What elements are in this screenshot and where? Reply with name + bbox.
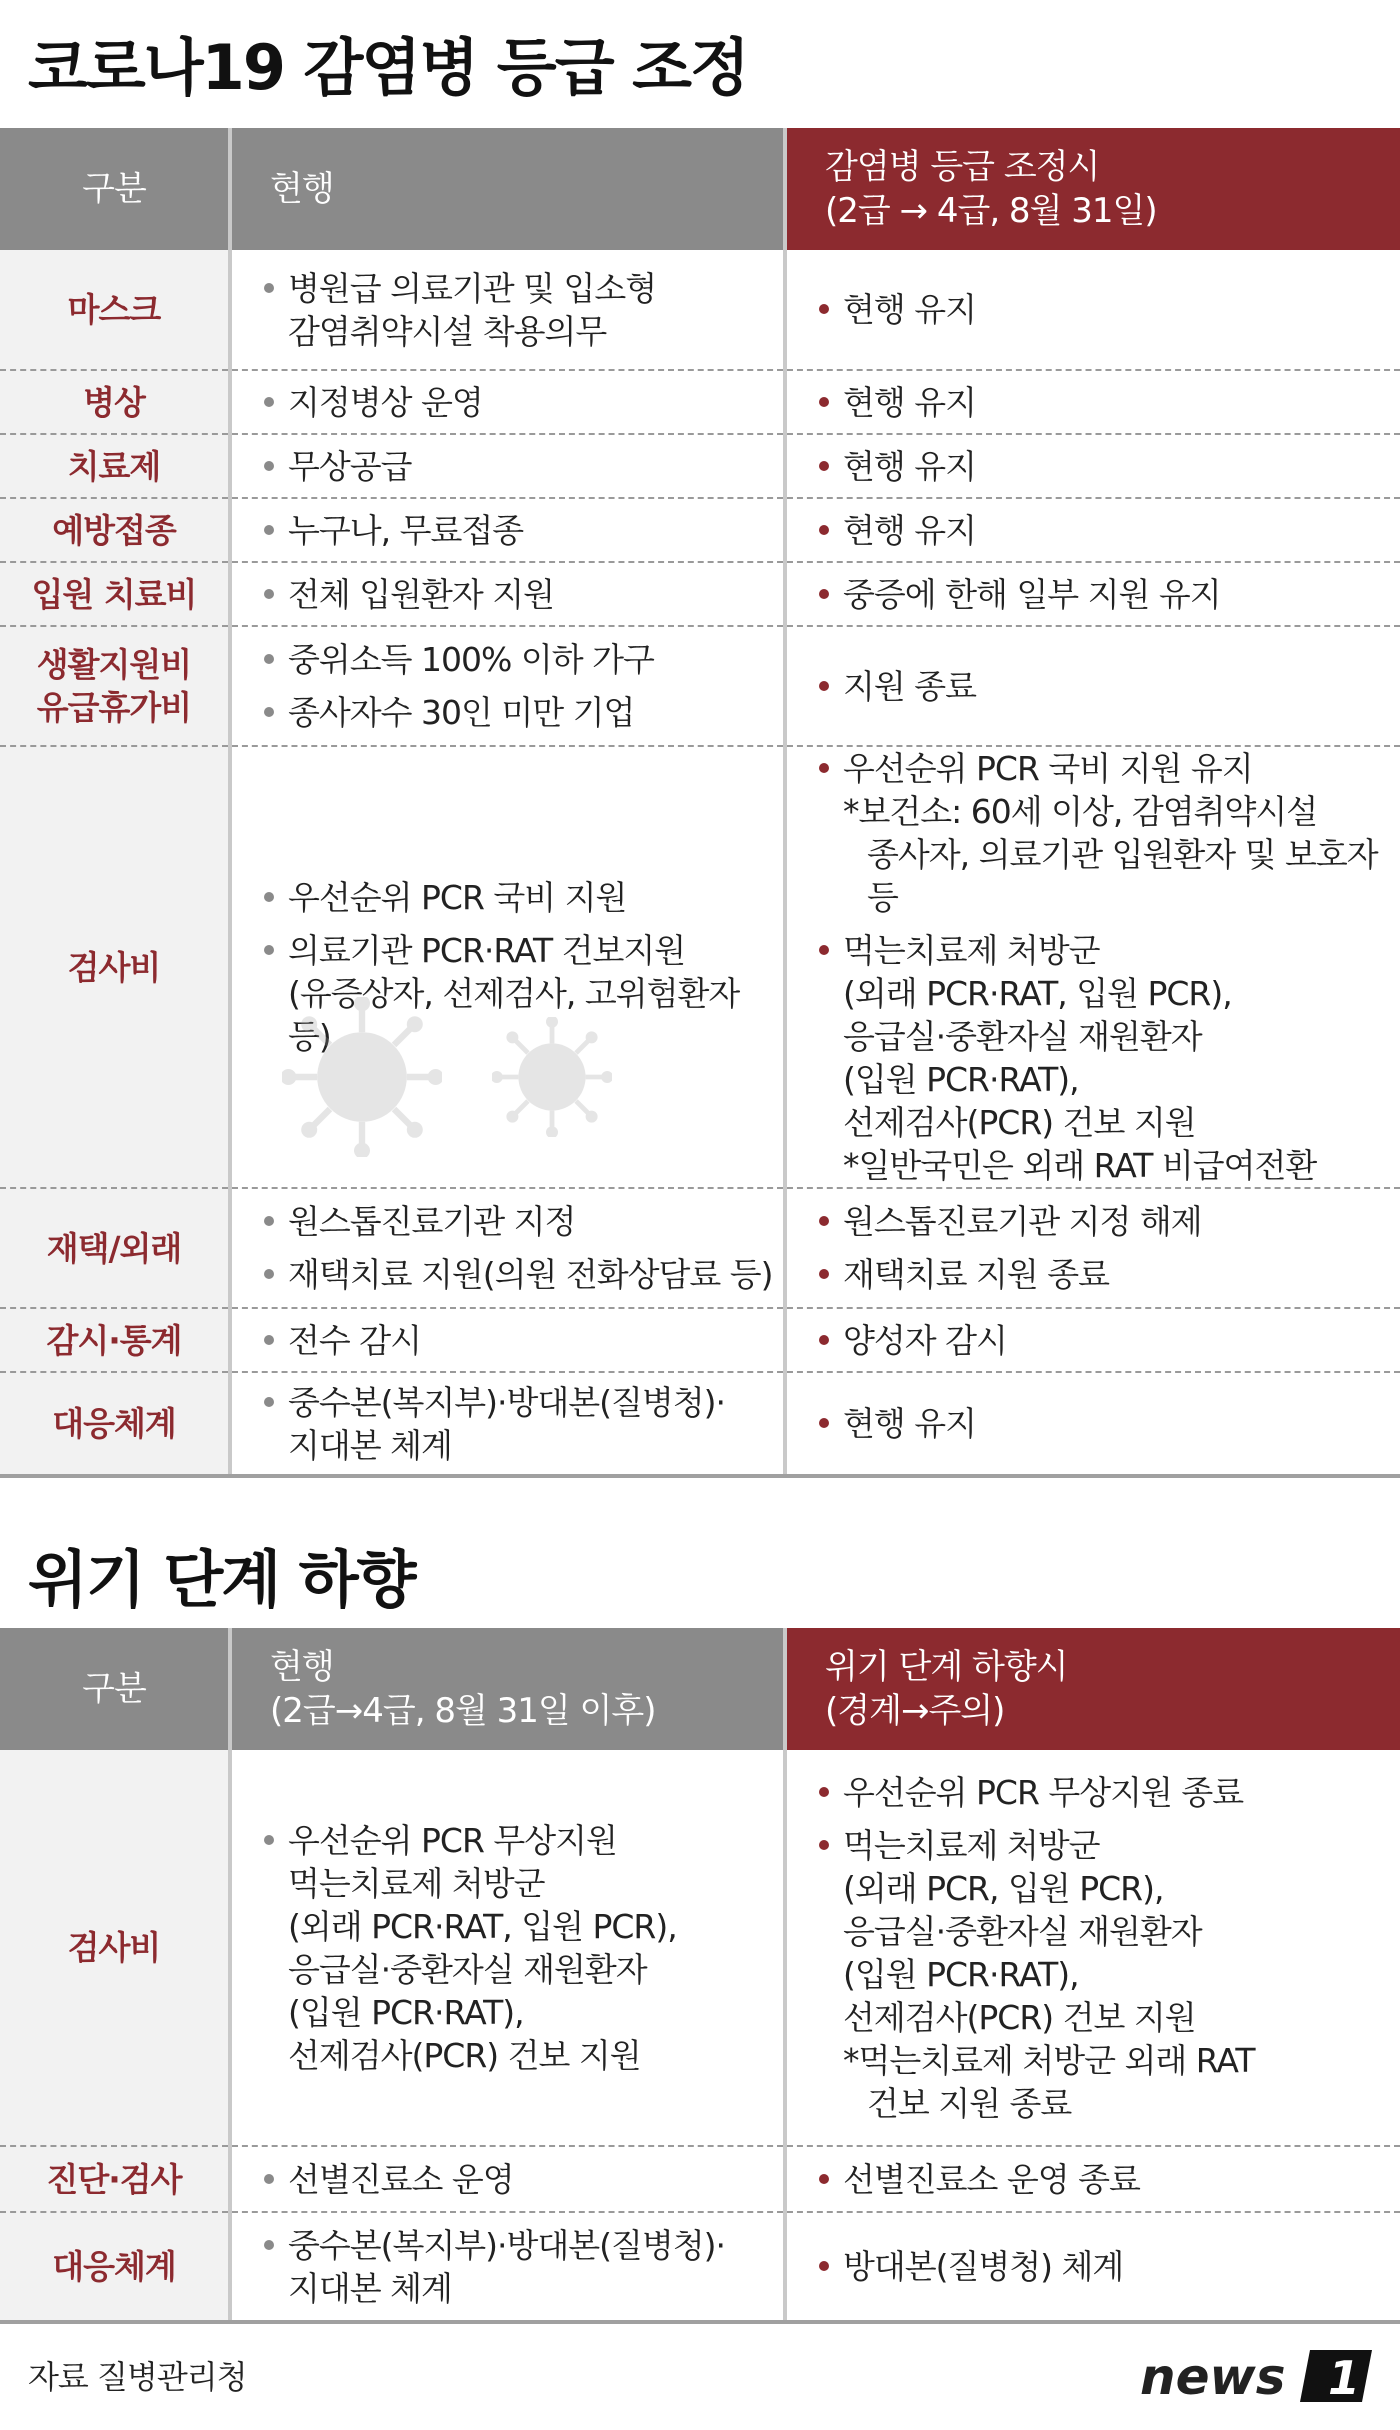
note-text: 선제검사(PCR) 건보 지원: [843, 1103, 1196, 1142]
header-category: 구분: [0, 128, 230, 250]
list-item: 의료기관 PCR·RAT 건보지원 (유증상자, 선제검사, 고위험환자 등): [260, 929, 783, 1058]
logo-text: news: [1140, 2348, 1286, 2406]
list-item: 현행 유지: [815, 381, 1400, 424]
table-row: [0, 250, 1400, 370]
list-item: 우선순위 PCR 무상지원 종료: [815, 1771, 1400, 1814]
list-item: 현행 유지: [815, 1402, 1400, 1445]
row-after: [785, 498, 1400, 562]
table-row: [0, 498, 1400, 562]
note-text: 응급실·중환자실 재원환자: [843, 1911, 1202, 1951]
row-after: [785, 1308, 1400, 1372]
row-category: 생활지원비 유급휴가비: [0, 626, 230, 746]
row-after: [785, 626, 1400, 746]
table-row: [0, 370, 1400, 434]
row-current: [230, 562, 785, 626]
table-row: [0, 1308, 1400, 1372]
row-after: [785, 434, 1400, 498]
row-after: [785, 2146, 1400, 2212]
header-after-line2: (2급 → 4급, 8월 31일): [825, 191, 1157, 231]
row-category: 검사비: [0, 746, 230, 1188]
virus-icon: [492, 1017, 612, 1137]
table-row: [0, 1372, 1400, 1476]
list-item: 우선순위 PCR 국비 지원: [260, 876, 783, 919]
header-after: [785, 128, 1400, 250]
note-text: 건보 지원 종료: [867, 2083, 1072, 2123]
row-current: [230, 746, 785, 1188]
row-current: [230, 1372, 785, 1476]
logo-number: 1: [1328, 2351, 1361, 2405]
row-category: 입원 치료비: [0, 562, 230, 626]
list-item: 병원급 의료기관 및 입소형 감염취약시설 착용의무: [260, 267, 783, 353]
list-item: 누구나, 무료접종: [260, 509, 783, 552]
row-current: [230, 2212, 785, 2322]
header-after-line1: 감염병 등급 조정시: [825, 147, 1100, 187]
virus-icon: [282, 997, 442, 1157]
list-item: 전수 감시: [260, 1319, 783, 1362]
table-row: [0, 562, 1400, 626]
header-after-line1: 위기 단계 하향시: [825, 1647, 1068, 1687]
grade-adjustment-table: [0, 128, 1400, 1478]
list-item: 중위소득 100% 이하 가구: [260, 638, 783, 681]
note-text: *일반국민은 외래 RAT 비급여전환: [843, 1146, 1317, 1185]
row-current: [230, 498, 785, 562]
note-text: (입원 PCR·RAT),: [843, 1954, 1079, 1994]
note-text: (입원 PCR·RAT),: [288, 1992, 524, 2032]
list-item: 원스톱진료기관 지정: [260, 1200, 783, 1243]
list-item: 우선순위 PCR 국비 지원 유지: [815, 747, 1400, 790]
note-text: 먹는치료제 처방군: [288, 1863, 545, 1903]
row-after: [785, 1750, 1400, 2146]
row-after: [785, 250, 1400, 370]
row-category: 마스크: [0, 250, 230, 370]
row-current: [230, 1188, 785, 1308]
row-category: 감시·통계: [0, 1308, 230, 1372]
news1-logo: [1140, 2344, 1375, 2406]
row-current: [230, 370, 785, 434]
source-credit: 자료 질병관리청: [28, 2358, 247, 2396]
row-category: 예방접종: [0, 498, 230, 562]
note-text: (입원 PCR·RAT),: [843, 1060, 1079, 1099]
list-item: 재택치료 지원 종료: [815, 1253, 1400, 1296]
list-item: 중증에 한해 일부 지원 유지: [815, 573, 1400, 616]
note-text: 선제검사(PCR) 건보 지원: [288, 2035, 641, 2075]
row-after: [785, 370, 1400, 434]
row-category: 검사비: [0, 1750, 230, 2146]
note-text: (외래 PCR·RAT, 입원 PCR),: [288, 1906, 677, 1946]
table-row: [0, 626, 1400, 746]
list-item: 재택치료 지원(의원 전화상담료 등): [260, 1253, 783, 1296]
note-text: (외래 PCR, 입원 PCR),: [843, 1868, 1164, 1908]
table-row: [0, 1750, 1400, 2146]
row-current: [230, 2146, 785, 2212]
list-item: 먹는치료제 처방군: [815, 1824, 1400, 1867]
section2-title: 위기 단계 하향: [28, 1543, 415, 1616]
list-item: 먹는치료제 처방군: [815, 929, 1400, 972]
list-item: 방대본(질병청) 체계: [815, 2245, 1400, 2288]
header-category: 구분: [0, 1628, 230, 1750]
list-item: 중수본(복지부)·방대본(질병청)· 지대본 체계: [260, 2224, 783, 2310]
header-after-line2: (경계→주의): [825, 1691, 1005, 1731]
header-current-line1: 현행: [270, 1647, 334, 1687]
note-text: *먹는치료제 처방군 외래 RAT: [843, 2040, 1255, 2080]
list-item: 양성자 감시: [815, 1319, 1400, 1362]
note-text: 선제검사(PCR) 건보 지원: [843, 1997, 1196, 2037]
note-text: 종사자, 의료기관 입원환자 및 보호자 등: [867, 835, 1378, 917]
table-row: [0, 2212, 1400, 2322]
header-after: [785, 1628, 1400, 1750]
row-current: [230, 1750, 785, 2146]
row-current: [230, 434, 785, 498]
header-current-line2: (2급→4급, 8월 31일 이후): [270, 1691, 656, 1731]
list-item: 지정병상 운영: [260, 381, 783, 424]
list-item: 전체 입원환자 지원: [260, 573, 783, 616]
list-item: 무상공급: [260, 445, 783, 488]
list-item: 지원 종료: [815, 665, 1400, 708]
header-current: 현행: [230, 128, 785, 250]
list-item: 종사자수 30인 미만 기업: [260, 691, 783, 734]
crisis-level-table: [0, 1628, 1400, 2324]
row-after: [785, 562, 1400, 626]
row-current: [230, 1308, 785, 1372]
row-category: 진단·검사: [0, 2146, 230, 2212]
list-item: 현행 유지: [815, 288, 1400, 331]
header-current: [230, 1628, 785, 1750]
note-text: 응급실·중환자실 재원환자: [288, 1949, 647, 1989]
row-after: [785, 746, 1400, 1188]
row-category: 치료제: [0, 434, 230, 498]
note-text: (외래 PCR·RAT, 입원 PCR),: [843, 974, 1232, 1013]
row-category: 대응체계: [0, 2212, 230, 2322]
list-item: 현행 유지: [815, 445, 1400, 488]
table-row: [0, 434, 1400, 498]
row-current: [230, 626, 785, 746]
row-category: 병상: [0, 370, 230, 434]
section1-title: 코로나19 감염병 등급 조정: [28, 31, 748, 104]
table-row: [0, 2146, 1400, 2212]
row-after: [785, 1188, 1400, 1308]
list-item: 선별진료소 운영: [260, 2158, 783, 2201]
row-category: 대응체계: [0, 1372, 230, 1476]
row-category: 재택/외래: [0, 1188, 230, 1308]
table-row: [0, 746, 1400, 1188]
list-item: 원스톱진료기관 지정 해제: [815, 1200, 1400, 1243]
list-item: 선별진료소 운영 종료: [815, 2158, 1400, 2201]
list-item: 우선순위 PCR 무상지원: [260, 1819, 783, 1862]
row-after: [785, 2212, 1400, 2322]
list-item: 중수본(복지부)·방대본(질병청)· 지대본 체계: [260, 1381, 783, 1467]
note-text: 응급실·중환자실 재원환자: [843, 1017, 1202, 1056]
row-after: [785, 1372, 1400, 1476]
row-current: [230, 250, 785, 370]
table-row: [0, 1188, 1400, 1308]
list-item: 현행 유지: [815, 509, 1400, 552]
note-text: *보건소: 60세 이상, 감염취약시설: [843, 792, 1318, 831]
